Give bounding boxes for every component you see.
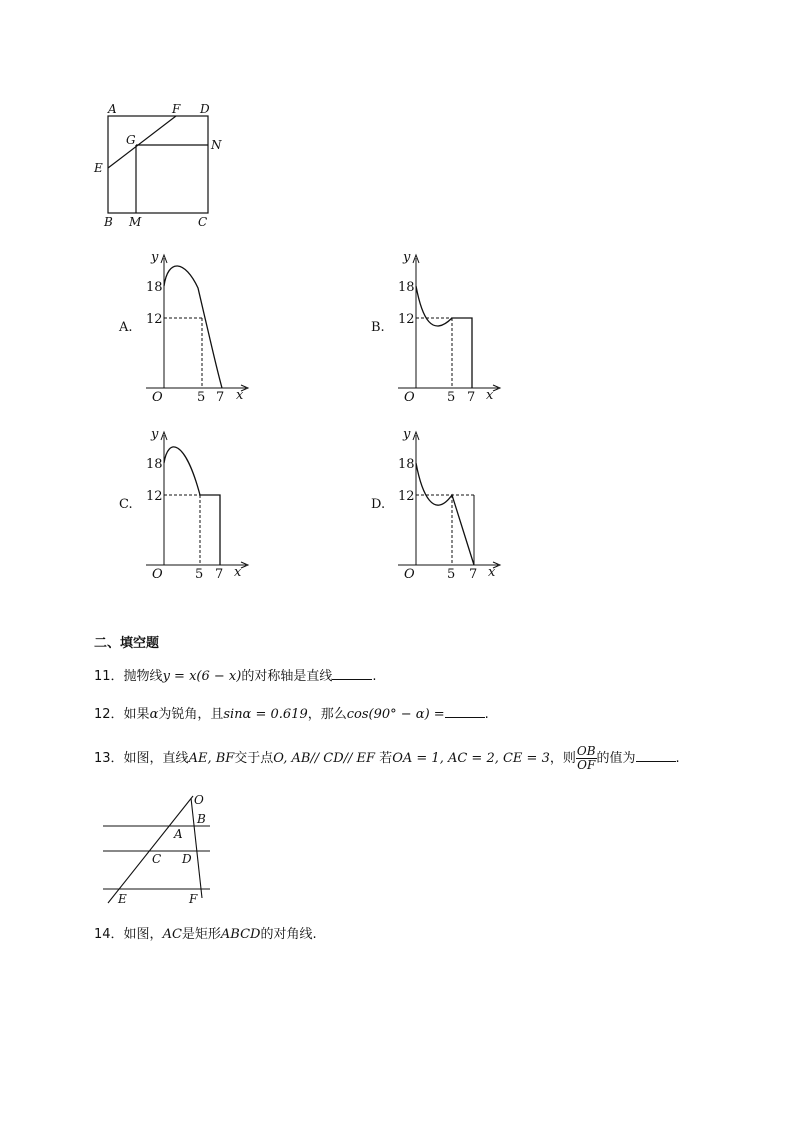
y-axis-label: y [403,250,411,265]
tick-12: 12 [146,312,163,327]
label-d: D [200,102,210,116]
label-o: O [194,793,204,807]
label-m: M [129,215,142,229]
tick-18: 18 [398,457,415,472]
tick-7: 7 [467,390,476,405]
question-12: 12．如果α为锐角，且sinα = 0.619，那么cos(90° − α) = . [94,707,489,722]
label-b: B [104,215,113,229]
label-f: F [189,892,198,906]
option-c-label: C. [119,497,133,512]
fraction-ob-of: $\frac{OB}{OF}$ [576,744,596,772]
answer-blank-11[interactable] [332,667,372,680]
tick-18: 18 [398,280,415,295]
label-b: B [197,812,206,826]
tick-5: 5 [197,390,206,405]
option-b-label: B. [371,320,385,335]
label-c: C [198,215,208,229]
tick-5: 5 [447,390,456,405]
x-axis-label: x [236,388,244,403]
y-axis-label: y [151,250,159,265]
y-axis-label: y [403,427,411,442]
question-13: 13．如图，直线AE, BF交于点O, AB// CD// EF 若OA = 1, AC = 2, CE = 3，则 $\frac{OB}{OF}$ 的值为 . [94,744,680,772]
curve-d [416,463,474,565]
tick-5: 5 [195,567,204,582]
option-d-label: D. [371,497,386,512]
origin-label: O [404,567,415,582]
x-axis-label: x [486,388,494,403]
tick-12: 12 [146,489,163,504]
tick-7: 7 [215,567,224,582]
figure-parallel-lines [98,790,218,908]
y-axis-label: y [151,427,159,442]
origin-label: O [152,567,163,582]
curve-a [164,266,222,388]
figure-square-abcd [88,98,228,234]
tick-18: 18 [146,280,163,295]
x-axis-label: x [488,565,496,580]
segment-ef [108,116,176,168]
curve-b [416,286,472,388]
answer-blank-13[interactable] [636,749,676,762]
tick-12: 12 [398,312,415,327]
section-title: 二、填空题 [94,636,160,651]
curve-c [164,447,220,565]
tick-18: 18 [146,457,163,472]
tick-5: 5 [447,567,456,582]
tick-7: 7 [469,567,478,582]
label-c: C [152,852,162,866]
graph-option-b [362,248,512,408]
label-n: N [211,138,222,152]
tick-7: 7 [216,390,225,405]
label-a: A [108,102,117,116]
label-g: G [126,133,136,147]
square-outline [108,116,208,213]
question-14: 14．如图，AC是矩形ABCD的对角线. [94,927,317,942]
label-a: A [174,827,183,841]
graph-option-c [110,425,260,585]
graph-option-a [110,248,260,408]
label-e: E [118,892,127,906]
tick-12: 12 [398,489,415,504]
question-11: 11．抛物线y = x(6 − x)的对称轴是直线 . [94,669,377,684]
line-ae [108,796,193,903]
answer-blank-12[interactable] [445,705,485,718]
label-d: D [182,852,192,866]
option-a-label: A. [119,320,133,335]
origin-label: O [152,390,163,405]
graph-option-d [362,425,512,585]
label-e: E [94,161,103,175]
origin-label: O [404,390,415,405]
x-axis-label: x [234,565,242,580]
label-f: F [172,102,181,116]
